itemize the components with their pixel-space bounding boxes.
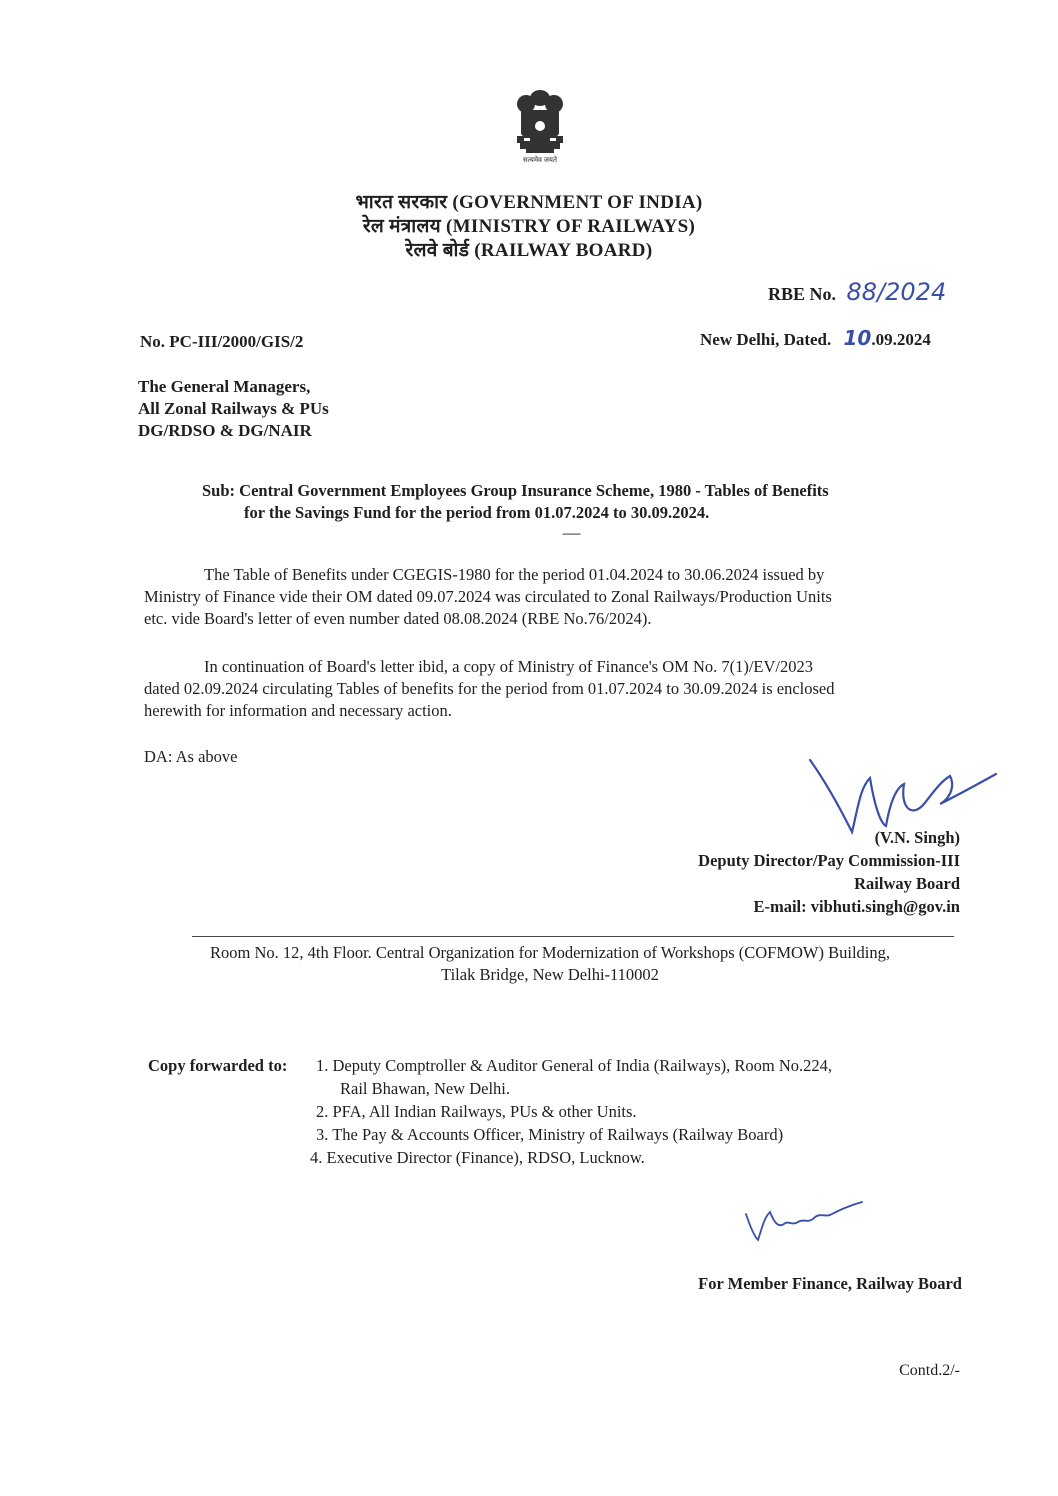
subject-divider: ------: [562, 526, 580, 540]
second-signature-icon: [740, 1196, 870, 1246]
paragraph-1: [144, 564, 964, 630]
header-line-government: भारत सरकार (GOVERNMENT OF INDIA): [355, 192, 703, 213]
header-line-board: रेलवे बोर्ड (RAILWAY BOARD): [405, 240, 653, 261]
date-month-year: .09.2024: [871, 330, 931, 349]
addressee-line: All Zonal Railways & PUs: [138, 399, 329, 418]
rbe-label: RBE No.: [768, 284, 837, 304]
enclosure-note: DA: As above: [144, 747, 238, 766]
subject-block: [202, 480, 829, 524]
footer-divider: [192, 936, 954, 937]
subject-line-2: for the Savings Fund for the period from 01.07.2024 to 30.09.2024.: [244, 503, 710, 522]
signatory-office: Railway Board: [854, 874, 960, 893]
paragraph-line: etc. vide Board's letter of even number dated 08.08.2024 (RBE No.76/2024).: [144, 609, 652, 628]
paragraph-line: In continuation of Board's letter ibid, a copy of Ministry of Finance's OM No. 7(1)/EV/2023: [204, 657, 814, 676]
rbe-number-handwritten: 88/2024: [846, 278, 947, 306]
paragraph-line: Ministry of Finance vide their OM dated 09.07.2024 was circulated to Zonal Railways/Production Units: [144, 587, 832, 606]
copy-forwarded-item: 2. PFA, All Indian Railways, PUs & other Units.: [316, 1102, 637, 1121]
emblem-caption: सत्यमेव जयते: [523, 156, 557, 164]
signature-icon: [800, 748, 1000, 838]
rbe-number-block: [768, 278, 946, 306]
date-line: [700, 326, 931, 350]
date-label: New Delhi, Dated.: [700, 330, 832, 349]
signatory-block: [600, 826, 960, 918]
office-address-line: Tilak Bridge, New Delhi-110002: [441, 965, 659, 984]
copy-forwarded-item: 4. Executive Director (Finance), RDSO, Lucknow.: [310, 1148, 645, 1167]
copy-forwarded-item: 1. Deputy Comptroller & Auditor General of India (Railways), Room No.224,: [316, 1056, 832, 1075]
file-number: No. PC-III/2000/GIS/2: [140, 332, 304, 351]
paragraph-2: [144, 656, 964, 722]
copy-forwarded-list: [310, 1054, 832, 1169]
addressee-line: DG/RDSO & DG/NAIR: [138, 421, 312, 440]
copy-forwarded-item: Rail Bhawan, New Delhi.: [340, 1079, 511, 1098]
date-day-handwritten: 10: [843, 326, 872, 350]
signatory-email: E-mail: vibhuti.singh@gov.in: [753, 897, 960, 916]
copy-forwarded-label: Copy forwarded to:: [148, 1056, 288, 1075]
signatory-designation: Deputy Director/Pay Commission-III: [698, 851, 960, 870]
signatory-name: (V.N. Singh): [874, 828, 960, 847]
addressee-line: The General Managers,: [138, 377, 311, 396]
subject-line-1: Sub: Central Government Employees Group Insurance Scheme, 1980 - Tables of Benefits: [202, 481, 829, 500]
paragraph-line: The Table of Benefits under CGEGIS-1980 for the period 01.04.2024 to 30.06.2024 issued by: [204, 565, 825, 584]
copy-forwarded-item: 3. The Pay & Accounts Officer, Ministry of Railways (Railway Board): [316, 1125, 784, 1144]
office-address: [140, 942, 960, 986]
addressee-block: [138, 376, 329, 442]
national-emblem-icon: [512, 82, 568, 166]
continued-note: Contd.2/-: [899, 1362, 960, 1379]
paragraph-line: dated 02.09.2024 circulating Tables of benefits for the period from 01.07.2024 to 30.09.2024 is enclosed: [144, 679, 835, 698]
office-address-line: Room No. 12, 4th Floor. Central Organization for Modernization of Workshops (COFMOW) Building,: [209, 943, 890, 962]
header-line-ministry: रेल मंत्रालय (MINISTRY OF RAILWAYS): [362, 216, 696, 237]
for-member-finance: For Member Finance, Railway Board: [698, 1274, 962, 1293]
paragraph-line: herewith for information and necessary action.: [144, 701, 452, 720]
